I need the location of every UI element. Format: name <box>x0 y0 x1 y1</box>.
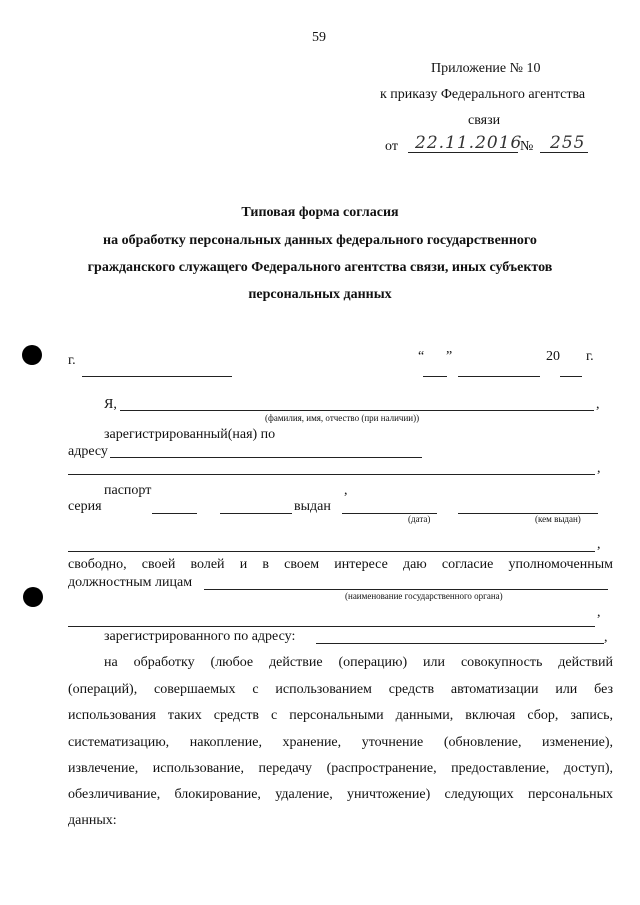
appendix-title: Приложение № 10 <box>431 61 541 76</box>
registered-label: зарегистрированный(ная) по <box>104 427 276 442</box>
appendix-number-prefix: № <box>520 139 534 154</box>
city-label: г. <box>68 353 76 368</box>
city-field[interactable] <box>82 376 232 377</box>
passport-number-field[interactable] <box>220 513 292 514</box>
body-line-3: использования таких средств с персональными данными, включая сбор, запись, <box>68 708 613 723</box>
form-title-line-1: Типовая форма согласия <box>241 205 399 220</box>
form-title-line-4: персональных данных <box>248 287 392 302</box>
body-line-5: извлечение, использование, передачу (распространение, предоставление, доступ), <box>68 761 613 776</box>
agency-comma: , <box>597 605 601 620</box>
appendix-date-prefix: от <box>385 139 398 154</box>
month-field[interactable] <box>458 376 540 377</box>
punch-hole-top <box>22 345 42 365</box>
day-quote-open: “ <box>418 349 425 364</box>
page-number: 59 <box>312 30 326 45</box>
agency-field[interactable] <box>204 589 608 590</box>
year-suffix: г. <box>586 349 594 364</box>
fio-comma: , <box>596 397 600 412</box>
address-field-2[interactable] <box>68 474 595 475</box>
day-quote-close: ” <box>446 349 453 364</box>
appendix-date-handwritten: 22.11.2016 <box>415 133 523 153</box>
body-line-4: систематизацию, накопление, хранение, уточнение (обновление, изменение), <box>68 735 613 750</box>
passport-label: паспорт <box>104 483 152 498</box>
form-title-line-3: гражданского служащего Федерального агентства связи, иных субъектов <box>87 260 553 275</box>
issued-by-field-2[interactable] <box>68 551 595 552</box>
fio-field[interactable] <box>120 410 594 411</box>
series-label: серия <box>68 499 102 514</box>
form-title-line-2: на обработку персональных данных федерального государственного <box>103 233 537 248</box>
registered-address-label: зарегистрированного по адресу: <box>104 629 296 644</box>
registered-address-comma: , <box>604 630 608 645</box>
address-comma: , <box>597 461 601 476</box>
appendix-order-line: к приказу Федерального агентства <box>380 87 586 102</box>
date-caption: (дата) <box>408 514 431 524</box>
body-last-line: данных: <box>68 813 117 828</box>
agency-caption: (наименование государственного органа) <box>345 591 503 601</box>
punch-hole-bottom <box>23 587 43 607</box>
series-field[interactable] <box>152 513 197 514</box>
appendix-agency-line: связи <box>468 113 501 128</box>
body-line-2: (операций), совершаемых с использованием средств автоматизации или без <box>68 682 613 697</box>
registered-address-field[interactable] <box>316 643 604 644</box>
fio-caption: (фамилия, имя, отчество (при наличии)) <box>265 413 420 423</box>
issued-by-caption: (кем выдан) <box>535 514 581 524</box>
issued-label: выдан <box>294 499 331 514</box>
consent-text: свободно, своей волей и в своем интересе даю согласие уполномоченным <box>68 557 613 572</box>
appendix-number-handwritten: 255 <box>550 133 586 153</box>
i-label: Я, <box>104 397 117 412</box>
issued-by-comma: , <box>597 537 601 552</box>
body-line-6: обезличивание, блокирование, удаление, уничтожение) следующих персональных <box>68 787 613 802</box>
year-prefix: 20 <box>546 349 560 364</box>
body-line-1: на обработку (любое действие (операцию) или совокупность действий <box>104 655 613 670</box>
address-label: адресу <box>68 444 108 459</box>
number-underline <box>540 152 588 153</box>
year-field[interactable] <box>560 376 582 377</box>
date-underline <box>408 152 518 153</box>
passport-comma: , <box>344 483 348 498</box>
agency-field-2[interactable] <box>68 626 595 627</box>
day-field[interactable] <box>423 376 447 377</box>
officials-label: должностным лицам <box>68 575 193 590</box>
address-field-1[interactable] <box>110 457 422 458</box>
